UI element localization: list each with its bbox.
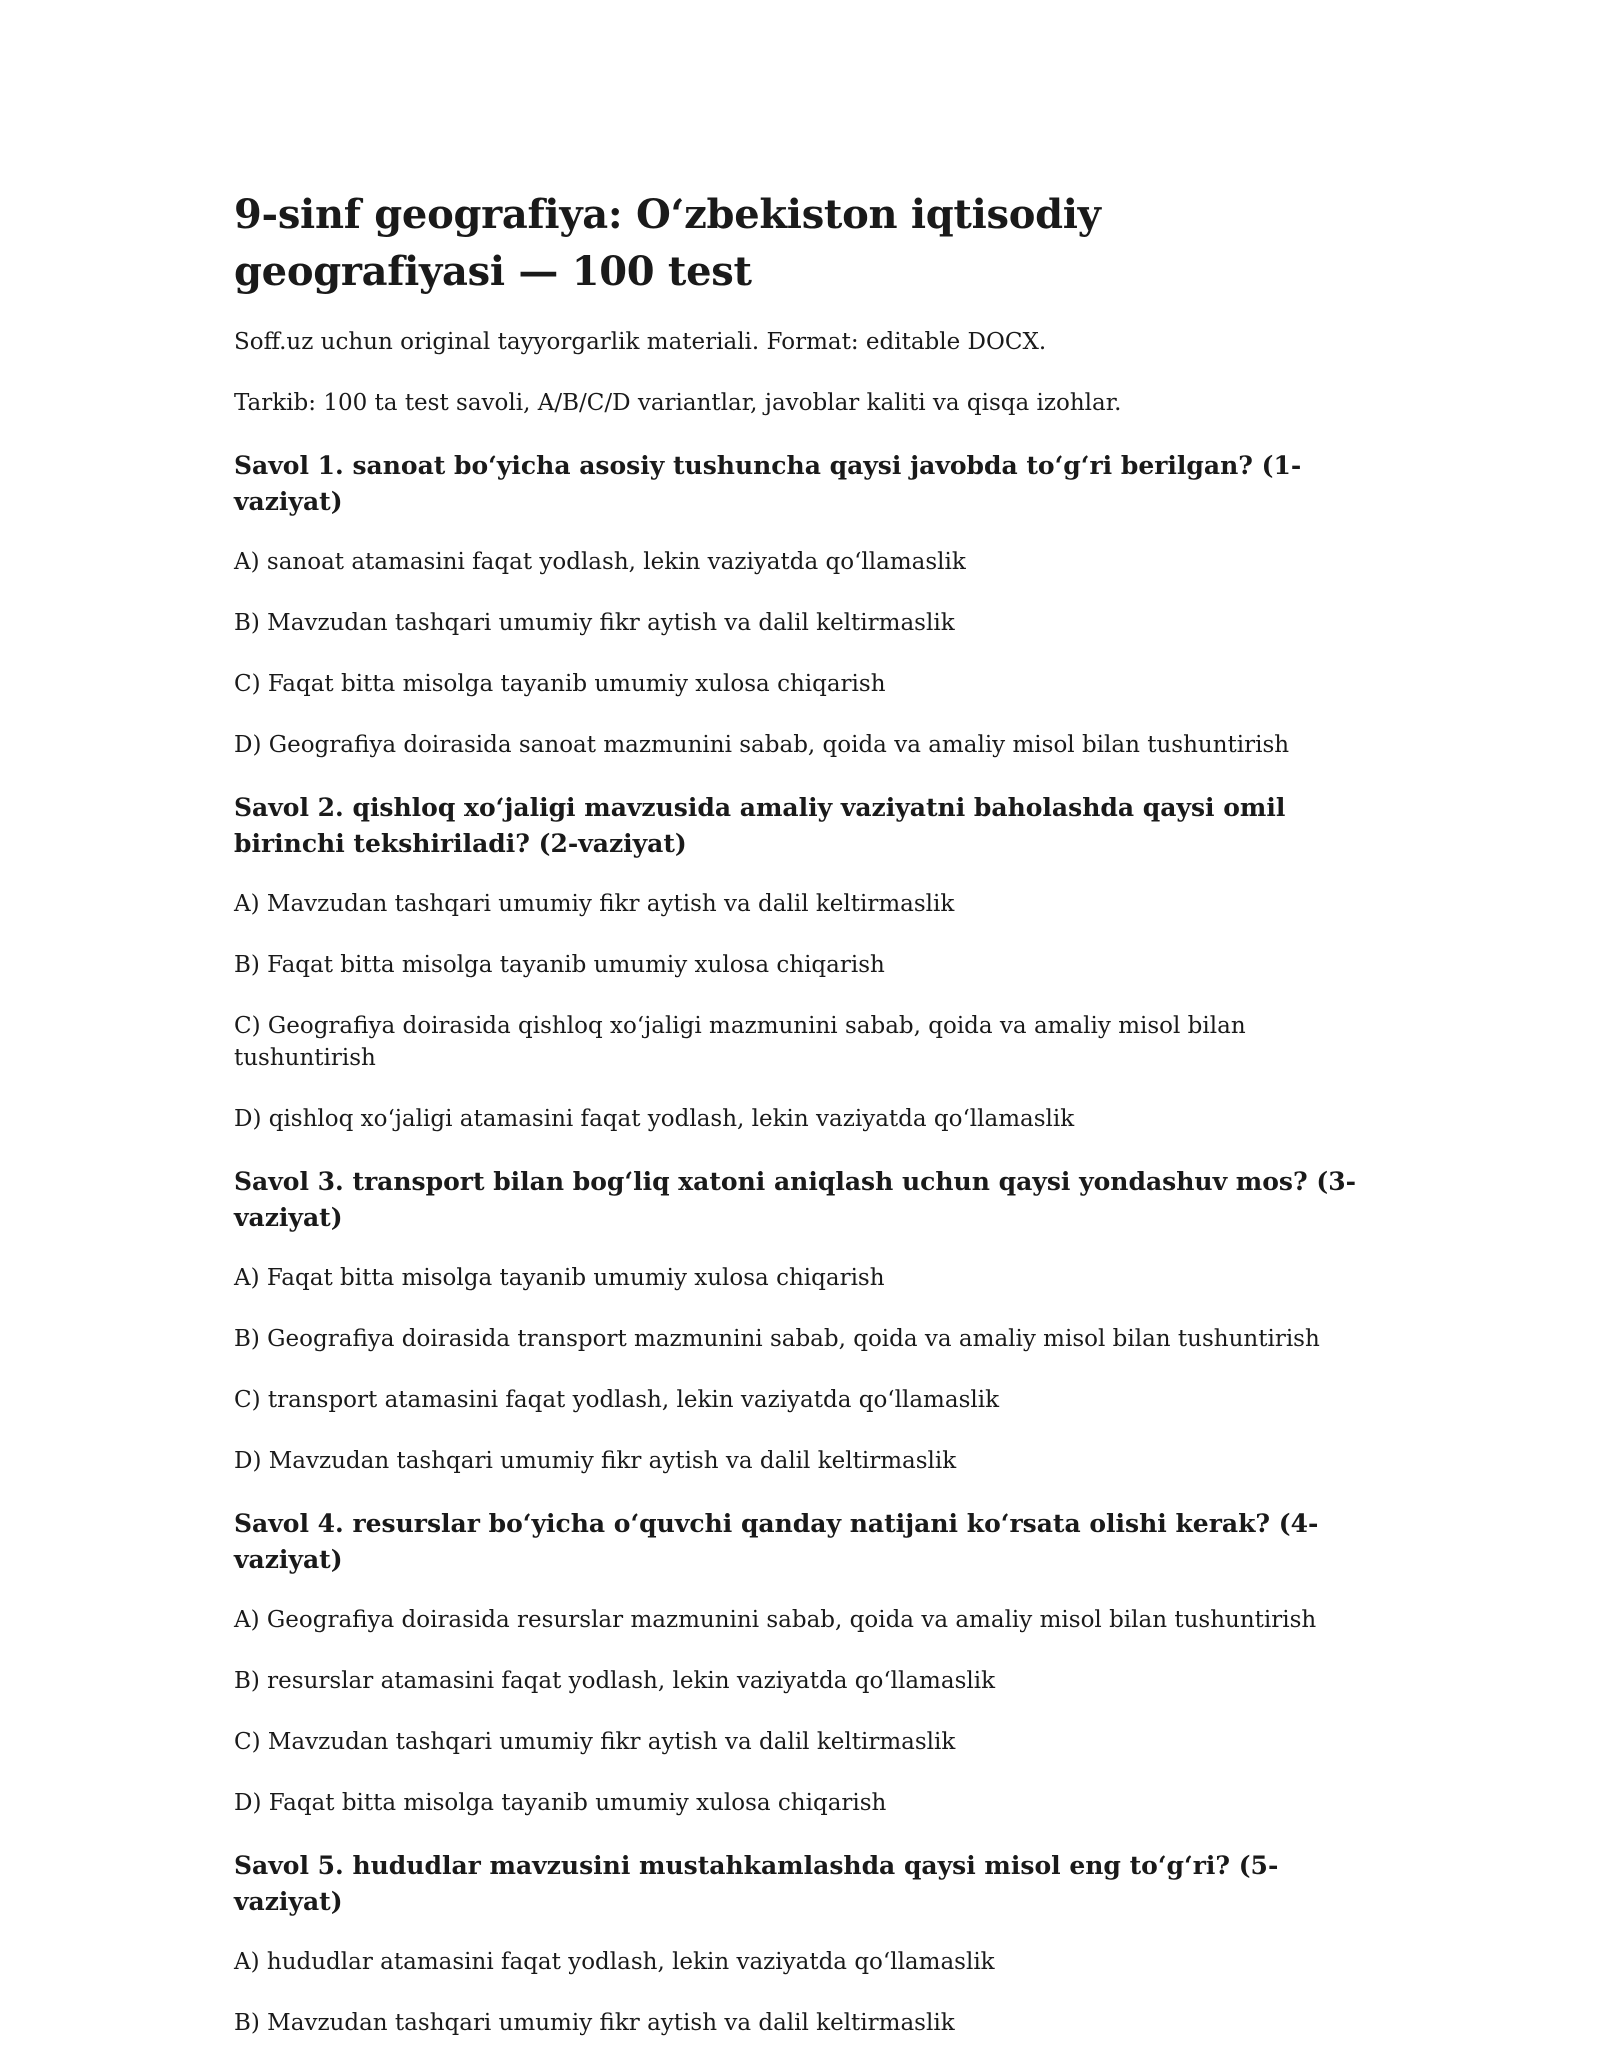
question-block <box>234 1848 1374 2039</box>
question-block <box>234 448 1374 761</box>
answer-option: B) Mavzudan tashqari umumiy fikr aytish va dalil keltirmaslik <box>234 610 955 636</box>
answer-option: B) Geografiya doirasida transport mazmunini sabab, qoida va amaliy misol bilan tushuntirish <box>234 1326 1320 1352</box>
answer-option: C) Geografiya doirasida qishloq xo‘jaligi mazmunini sabab, qoida va amaliy misol bilan tushuntirish <box>234 1013 1246 1071</box>
answer-option: D) qishloq xo‘jaligi atamasini faqat yodlash, lekin vaziyatda qo‘llamaslik <box>234 1106 1075 1132</box>
question-block <box>234 1164 1374 1477</box>
question-heading: Savol 3. transport bilan bog‘liq xatoni aniqlash uchun qaysi yondashuv mos? (3-vaziyat) <box>234 1167 1356 1232</box>
answer-option: A) Faqat bitta misolga tayanib umumiy xulosa chiqarish <box>234 1265 885 1291</box>
answer-option: A) hududlar atamasini faqat yodlash, lekin vaziyatda qo‘llamaslik <box>234 1949 995 1975</box>
document-title: 9-sinf geografiya: O‘zbekiston iqtisodiy geografiyasi — 100 test <box>234 191 1101 295</box>
answer-option: B) resurslar atamasini faqat yodlash, lekin vaziyatda qo‘llamaslik <box>234 1668 996 1694</box>
question-block <box>234 1506 1374 1819</box>
answer-option: A) Mavzudan tashqari umumiy fikr aytish va dalil keltirmaslik <box>234 891 955 917</box>
answer-option: C) Mavzudan tashqari umumiy fikr aytish va dalil keltirmaslik <box>234 1729 956 1755</box>
document-page <box>234 186 1374 2068</box>
answer-option: D) Faqat bitta misolga tayanib umumiy xulosa chiqarish <box>234 1790 887 1816</box>
answer-option: B) Mavzudan tashqari umumiy fikr aytish va dalil keltirmaslik <box>234 2010 955 2036</box>
answer-option: A) sanoat atamasini faqat yodlash, lekin vaziyatda qo‘llamaslik <box>234 549 966 575</box>
question-heading: Savol 1. sanoat bo‘yicha asosiy tushuncha qaysi javobda to‘g‘ri berilgan? (1-vaziyat) <box>234 451 1302 516</box>
answer-option: C) transport atamasini faqat yodlash, lekin vaziyatda qo‘llamaslik <box>234 1387 1000 1413</box>
intro-paragraph: Tarkib: 100 ta test savoli, A/B/C/D variantlar, javoblar kaliti va qisqa izohlar. <box>234 390 1122 416</box>
question-heading: Savol 4. resurslar bo‘yicha o‘quvchi qanday natijani ko‘rsata olishi kerak? (4-vaziyat) <box>234 1509 1319 1574</box>
question-heading: Savol 5. hududlar mavzusini mustahkamlashda qaysi misol eng to‘g‘ri? (5-vaziyat) <box>234 1851 1279 1916</box>
question-heading: Savol 2. qishloq xo‘jaligi mavzusida amaliy vaziyatni baholashda qaysi omil birinchi tekshiriladi? (2-vaziyat) <box>234 793 1286 858</box>
answer-option: C) Faqat bitta misolga tayanib umumiy xulosa chiqarish <box>234 671 886 697</box>
answer-option: B) Faqat bitta misolga tayanib umumiy xulosa chiqarish <box>234 952 885 978</box>
question-block <box>234 790 1374 1135</box>
intro-paragraph: Soff.uz uchun original tayyorgarlik materiali. Format: editable DOCX. <box>234 329 1047 355</box>
answer-option: D) Mavzudan tashqari umumiy fikr aytish va dalil keltirmaslik <box>234 1448 957 1474</box>
answer-option: A) Geografiya doirasida resurslar mazmunini sabab, qoida va amaliy misol bilan tushuntirish <box>234 1607 1317 1633</box>
answer-option: D) Geografiya doirasida sanoat mazmunini sabab, qoida va amaliy misol bilan tushuntirish <box>234 732 1290 758</box>
